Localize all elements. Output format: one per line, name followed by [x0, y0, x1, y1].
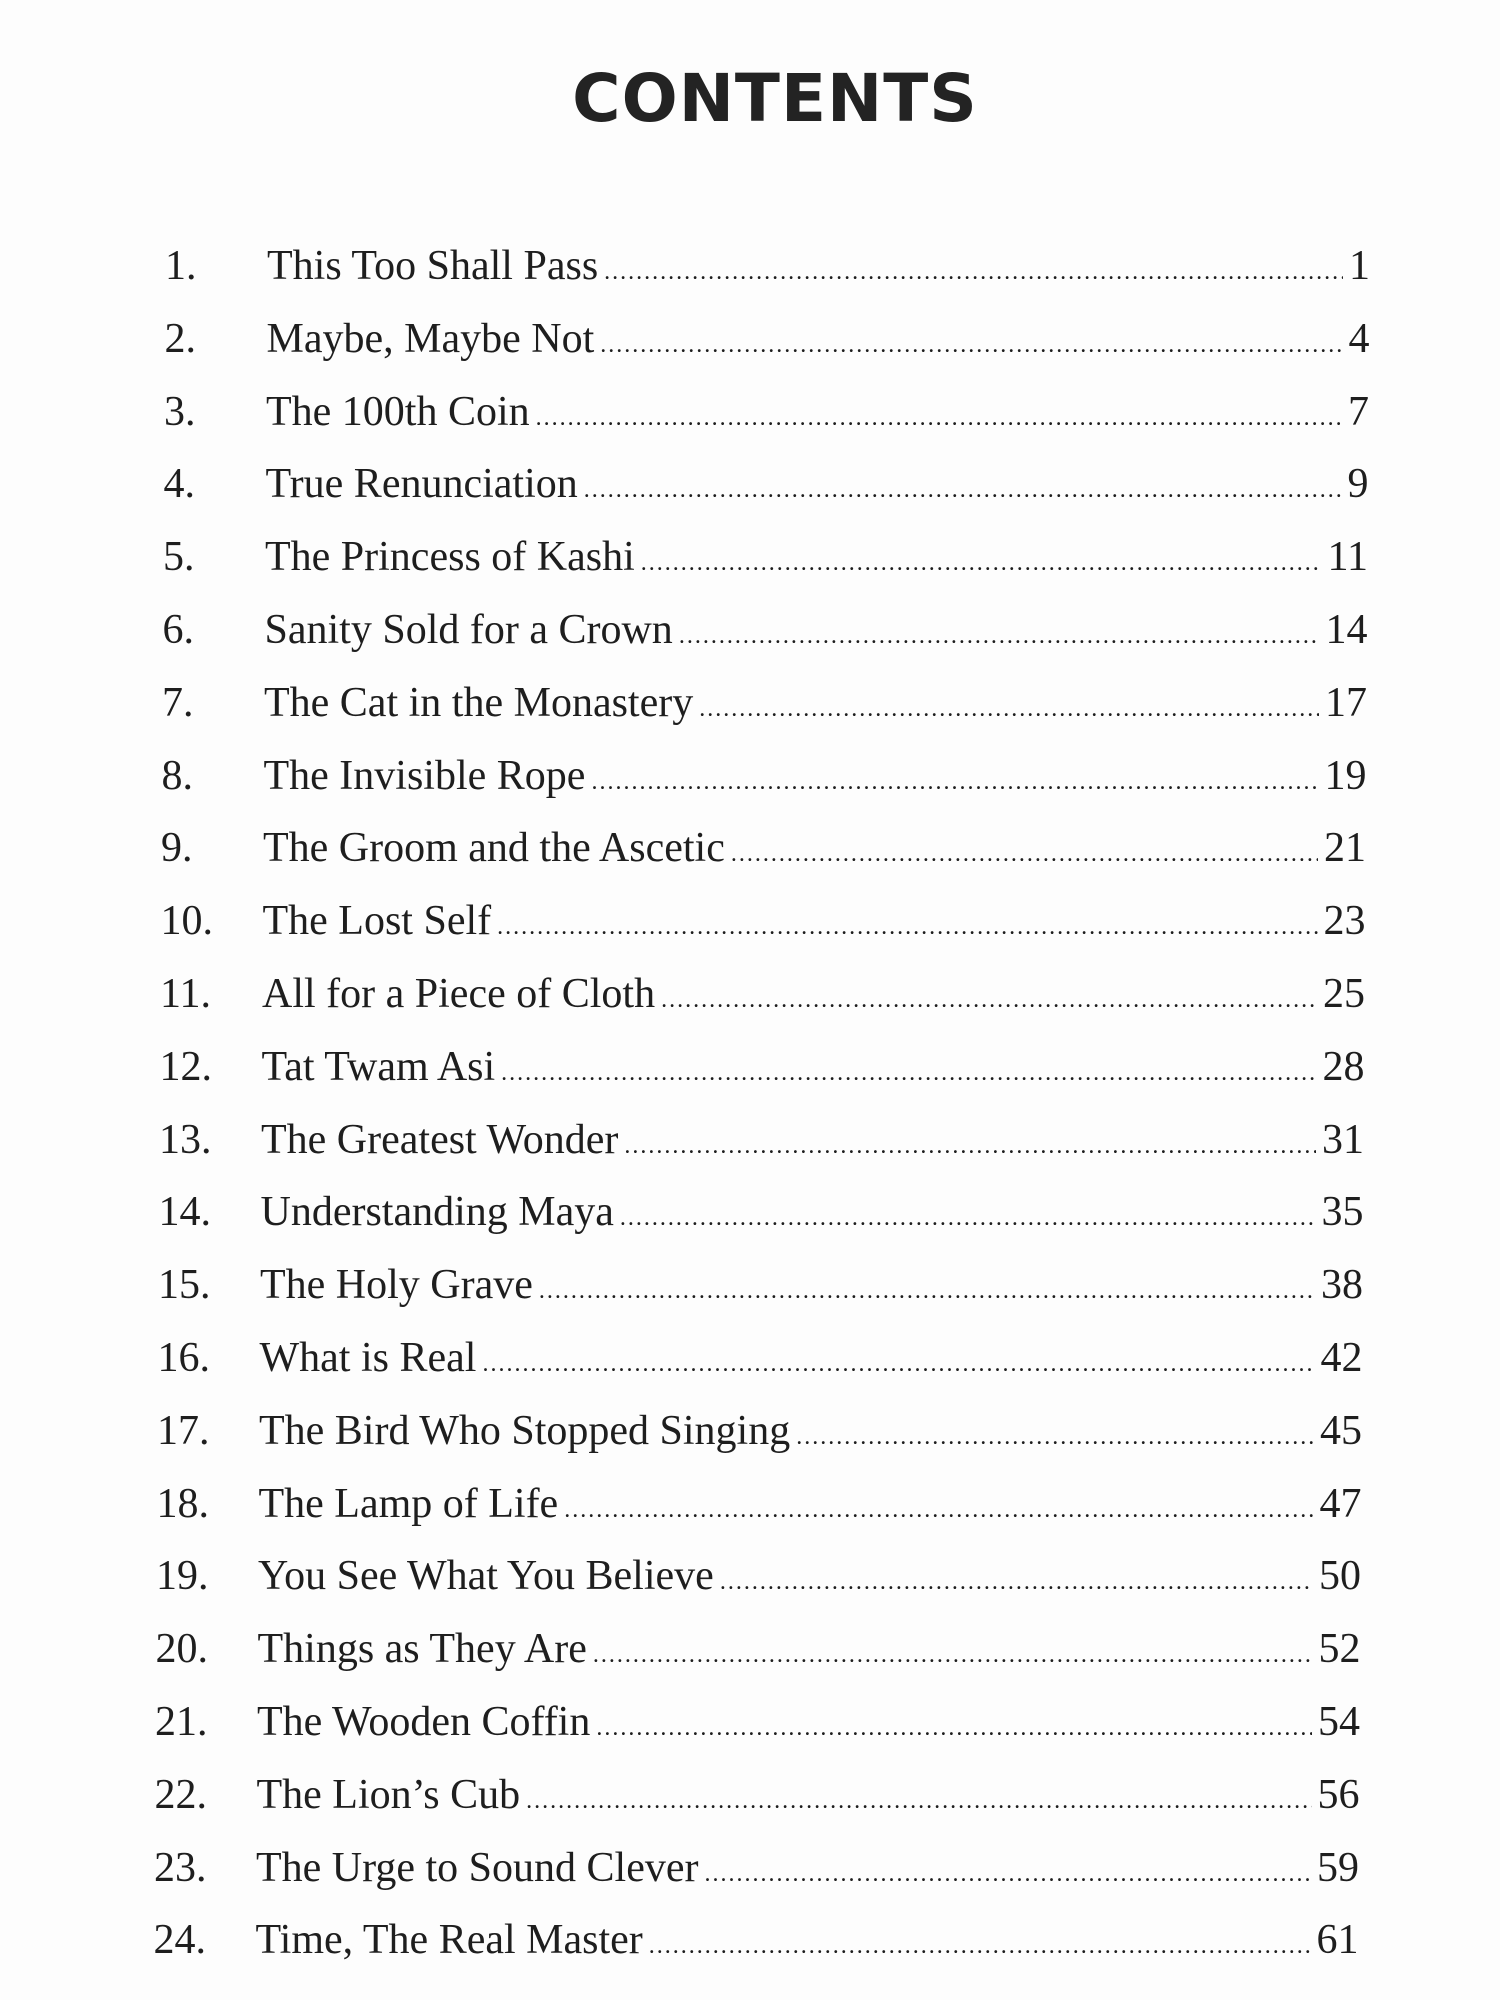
page-number: 25	[1323, 970, 1365, 1017]
chapter-title: The Lost Self	[262, 898, 492, 945]
toc-entry	[158, 1334, 1363, 1407]
dot-leader	[593, 1642, 1313, 1669]
toc-entry	[159, 1116, 1364, 1189]
chapter-title: What is Real	[259, 1334, 477, 1381]
dot-leader	[704, 1861, 1311, 1888]
chapter-number: 21.	[155, 1698, 208, 1745]
chapter-number: 24.	[153, 1917, 206, 1964]
toc-entry	[156, 1552, 1361, 1625]
chapter-title: All for a Piece of Cloth	[262, 970, 656, 1017]
toc-entry	[163, 533, 1368, 606]
page-number: 9	[1347, 461, 1369, 508]
chapter-title: Maybe, Maybe Not	[266, 315, 595, 362]
toc-entry	[165, 242, 1370, 315]
toc-entry	[155, 1771, 1360, 1844]
dot-leader	[649, 1933, 1311, 1960]
page-number: 47	[1319, 1480, 1362, 1527]
dot-leader	[731, 841, 1318, 868]
chapter-number: 6.	[162, 606, 194, 653]
toc-entry	[156, 1625, 1361, 1698]
chapter-title: The Cat in the Monastery	[264, 679, 694, 726]
chapter-number: 14.	[158, 1189, 211, 1236]
chapter-title: The Lion’s Cub	[256, 1771, 521, 1818]
page-number: 21	[1324, 825, 1366, 872]
dot-leader	[661, 987, 1317, 1014]
chapter-title: The Greatest Wonder	[261, 1116, 619, 1163]
chapter-title: The Wooden Coffin	[257, 1698, 591, 1745]
chapter-number: 5.	[163, 534, 195, 581]
toc-entry	[160, 1043, 1365, 1116]
dot-leader	[482, 1351, 1314, 1378]
chapter-number: 4.	[163, 461, 195, 508]
chapter-title: Tat Twam Asi	[261, 1043, 496, 1090]
chapter-number: 2.	[164, 315, 196, 362]
toc-entry	[160, 970, 1365, 1043]
page-number: 23	[1323, 898, 1366, 945]
toc-entry	[161, 824, 1366, 897]
dot-leader	[501, 1060, 1316, 1087]
chapter-title: The Holy Grave	[260, 1262, 533, 1309]
chapter-title: Understanding Maya	[260, 1189, 614, 1236]
toc-entry	[163, 606, 1368, 679]
dot-leader	[604, 259, 1343, 286]
chapter-title: You See What You Believe	[258, 1553, 714, 1600]
dot-leader	[600, 332, 1342, 359]
dot-leader	[624, 1133, 1316, 1160]
chapter-number: 1.	[165, 243, 197, 289]
page-number: 4	[1348, 315, 1370, 362]
chapter-title: The Bird Who Stopped Singing	[259, 1407, 791, 1454]
chapter-title: The Lamp of Life	[258, 1480, 559, 1527]
toc-entry	[161, 897, 1366, 970]
page-number: 61	[1316, 1917, 1359, 1964]
chapter-number: 12.	[159, 1043, 212, 1090]
page-number: 14	[1325, 606, 1368, 653]
dot-leader	[536, 405, 1342, 432]
page-title: CONTENTS	[572, 60, 978, 137]
chapter-number: 13.	[159, 1116, 212, 1163]
table-of-contents	[153, 242, 1370, 1989]
chapter-number: 10.	[160, 898, 213, 945]
page-number: 1	[1349, 243, 1370, 289]
toc-entry	[165, 315, 1370, 388]
page-number: 11	[1327, 534, 1368, 581]
chapter-number: 18.	[156, 1480, 209, 1527]
toc-entry	[159, 1188, 1364, 1261]
chapter-number: 9.	[161, 825, 193, 872]
dot-leader	[591, 769, 1318, 796]
page-number: 38	[1321, 1262, 1363, 1309]
chapter-title: The Groom and the Ascetic	[263, 825, 725, 872]
dot-leader	[699, 696, 1319, 723]
dot-leader	[584, 477, 1342, 504]
chapter-number: 11.	[160, 970, 211, 1017]
page-number: 45	[1320, 1407, 1362, 1454]
chapter-title: Sanity Sold for a Crown	[264, 606, 673, 653]
chapter-title: True Renunciation	[265, 461, 578, 508]
chapter-number: 23.	[154, 1844, 207, 1891]
dot-leader	[497, 914, 1317, 941]
chapter-number: 17.	[157, 1407, 210, 1454]
chapter-number: 16.	[157, 1334, 210, 1381]
page-number: 35	[1321, 1189, 1364, 1236]
chapter-number: 8.	[161, 752, 193, 799]
dot-leader	[564, 1497, 1313, 1524]
chapter-title: The Princess of Kashi	[265, 534, 635, 581]
toc-entry	[154, 1844, 1359, 1917]
chapter-title: The Invisible Rope	[263, 752, 586, 799]
chapter-title: The 100th Coin	[266, 388, 530, 435]
dot-leader	[641, 550, 1322, 577]
page-number: 52	[1318, 1626, 1361, 1673]
chapter-number: 19.	[156, 1553, 209, 1600]
chapter-number: 7.	[162, 679, 194, 726]
toc-entry	[164, 388, 1369, 461]
dot-leader	[679, 623, 1320, 650]
dot-leader	[526, 1788, 1311, 1815]
dot-leader	[539, 1278, 1315, 1305]
chapter-title: Time, The Real Master	[255, 1917, 643, 1964]
chapter-number: 22.	[154, 1771, 207, 1818]
page-number: 54	[1318, 1698, 1360, 1745]
toc-entry	[157, 1480, 1362, 1553]
chapter-number: 15.	[158, 1262, 211, 1309]
toc-entry	[162, 752, 1367, 825]
chapter-title: This Too Shall Pass	[267, 243, 599, 289]
page-number: 17	[1325, 679, 1367, 726]
page-number: 19	[1324, 752, 1367, 799]
chapter-number: 20.	[155, 1626, 208, 1673]
page-number: 42	[1320, 1334, 1363, 1381]
toc-entry	[164, 460, 1369, 533]
dot-leader	[720, 1569, 1313, 1596]
toc-entry	[162, 679, 1367, 752]
chapter-number: 3.	[164, 388, 196, 435]
chapter-title: Things as They Are	[257, 1626, 587, 1673]
toc-entry	[158, 1261, 1363, 1334]
dot-leader	[596, 1715, 1312, 1742]
toc-entry	[155, 1698, 1360, 1771]
toc-entry	[157, 1407, 1362, 1480]
dot-leader	[620, 1205, 1316, 1232]
page-number: 28	[1322, 1043, 1365, 1090]
page-number: 56	[1317, 1771, 1360, 1818]
page-number: 50	[1319, 1553, 1361, 1600]
chapter-title: The Urge to Sound Clever	[256, 1844, 699, 1891]
page-number: 59	[1317, 1844, 1359, 1891]
page-number: 7	[1348, 388, 1369, 435]
toc-entry	[154, 1916, 1359, 1989]
dot-leader	[796, 1424, 1314, 1451]
page-number: 31	[1322, 1116, 1364, 1163]
